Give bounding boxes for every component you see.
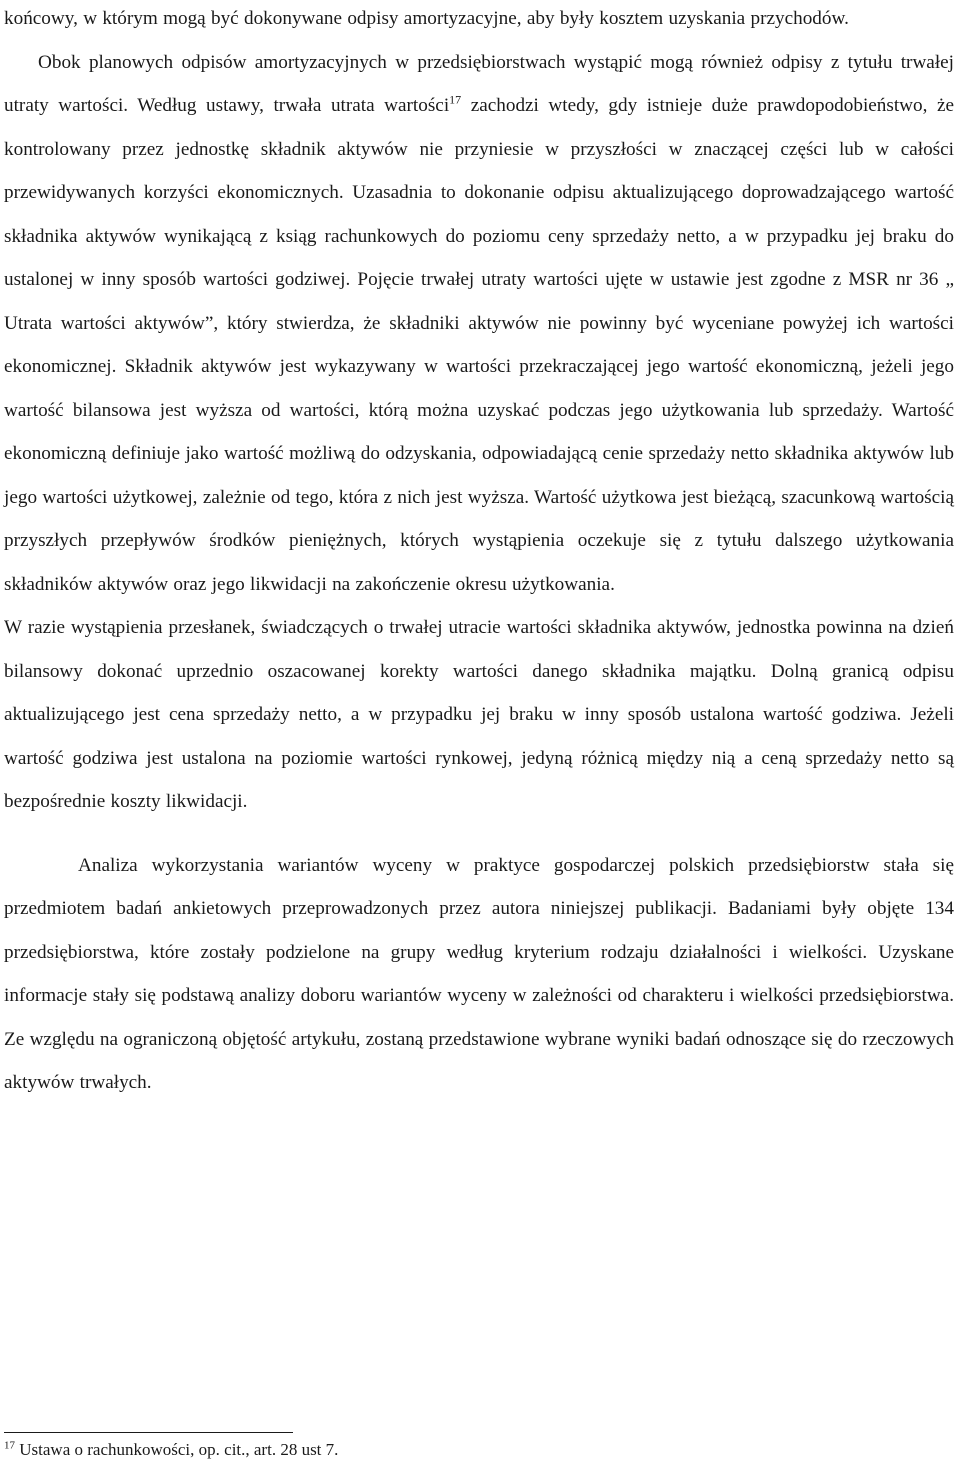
footnote-text: Ustawa o rachunkowości, op. cit., art. 28 ust 7.	[15, 1440, 339, 1459]
paragraph-analysis	[4, 844, 954, 1105]
paragraph-text: W razie wystąpienia przesłanek, świadczących o trwałej utracie wartości składnika aktywów, jednostka powinna na dzień bilansowy dokonać uprzednio oszacowanej korekty wartości danego składnika majątku. Dolną granicą odpisu aktualizującego jest cena sprzedaży netto, a w przypadku jej braku w inny sposób ustalona wartość godziwa. Jeżeli wartość godziwa jest ustalona na poziomie wartości rynkowej, jedyną różnicą między nią a ceną sprzedaży netto są bezpośrednie koszty likwidacji.	[4, 617, 954, 812]
footnote-separator	[4, 1432, 293, 1433]
paragraph-correction	[4, 606, 954, 824]
paragraph-text: Analiza wykorzystania wariantów wyceny w praktyce gospodarczej polskich przedsiębiorstw stała się przedmiotem badań ankietowych przeprowadzonych przez autora niniejszej publikacji. Badaniami były objęte 134 przedsiębiorstwa, które zostały podzielone na grupy według kryterium rodzaju działalności i wielkości. Uzyskane informacje stały się podstawą analizy doboru wariantów wyceny w zależności od charakteru i wielkości przedsiębiorstwa. Ze względu na ograniczoną objętość artykułu, zostaną przedstawione wybrane wyniki badań odnoszące się do rzeczowych aktywów trwałych.	[4, 854, 954, 1093]
footnote-number: 17	[4, 1439, 15, 1452]
paragraph-text: końcowy, w którym mogą być dokonywane odpisy amortyzacyjne, aby były kosztem uzyskania przychodów.	[4, 8, 849, 29]
footnote	[4, 1438, 338, 1462]
paragraph-text: zachodzi wtedy, gdy istnieje duże prawdopodobieństwo, że kontrolowany przez jednostkę składnik aktywów nie przyniesie w przyszłości w znaczącej części lub w całości przewidywanych korzyści ekonomicznych. Uzasadnia to dokonanie odpisu aktualizującego doprowadzającego wartość składnika aktywów wynikającą z ksiąg rachunkowych do poziomu ceny sprzedaży netto, a w przypadku jej braku do ustalonej w inny sposób wartości godziwej. Pojęcie trwałej utraty wartości ujęte w ustawie jest zgodne z MSR nr 36 „ Utrata wartości aktywów”, który stwierdza, że składniki aktywów nie powinny być wyceniane powyżej ich wartości ekonomicznej. Składnik aktywów jest wykazywany w wartości przekraczającej jego wartość ekonomiczną, jeżeli jego wartość bilansowa jest wyższa od wartości, którą można uzyskać podczas jego użytkowania lub sprzedaży. Wartość ekonomiczną definiuje jako wartość możliwą do odzyskania, odpowiadającą cenie sprzedaży netto składnika aktywów lub jego wartości użytkowej, zależnie od tego, która z nich jest wyższa. Wartość użytkowa jest bieżącą, szacunkową wartością przyszłych przepływów środków pieniężnych, których wystąpienia oczekuje się z tytułu dalszego użytkowania składników aktywów oraz jego likwidacji na zakończenie okresu użytkowania.	[4, 95, 955, 595]
paragraph-continuation	[4, 0, 954, 41]
paragraph-impairment	[4, 41, 954, 607]
paragraph-text: Obok planowych odpisów amortyzacyjnych w przedsiębiorstwach wystąpić mogą również odpisy z tytułu trwałej utraty wartości. Według ustawy, trwała utrata wartości	[4, 51, 954, 116]
document-page	[4, 0, 954, 1105]
footnote-reference[interactable]: 17	[449, 92, 462, 107]
